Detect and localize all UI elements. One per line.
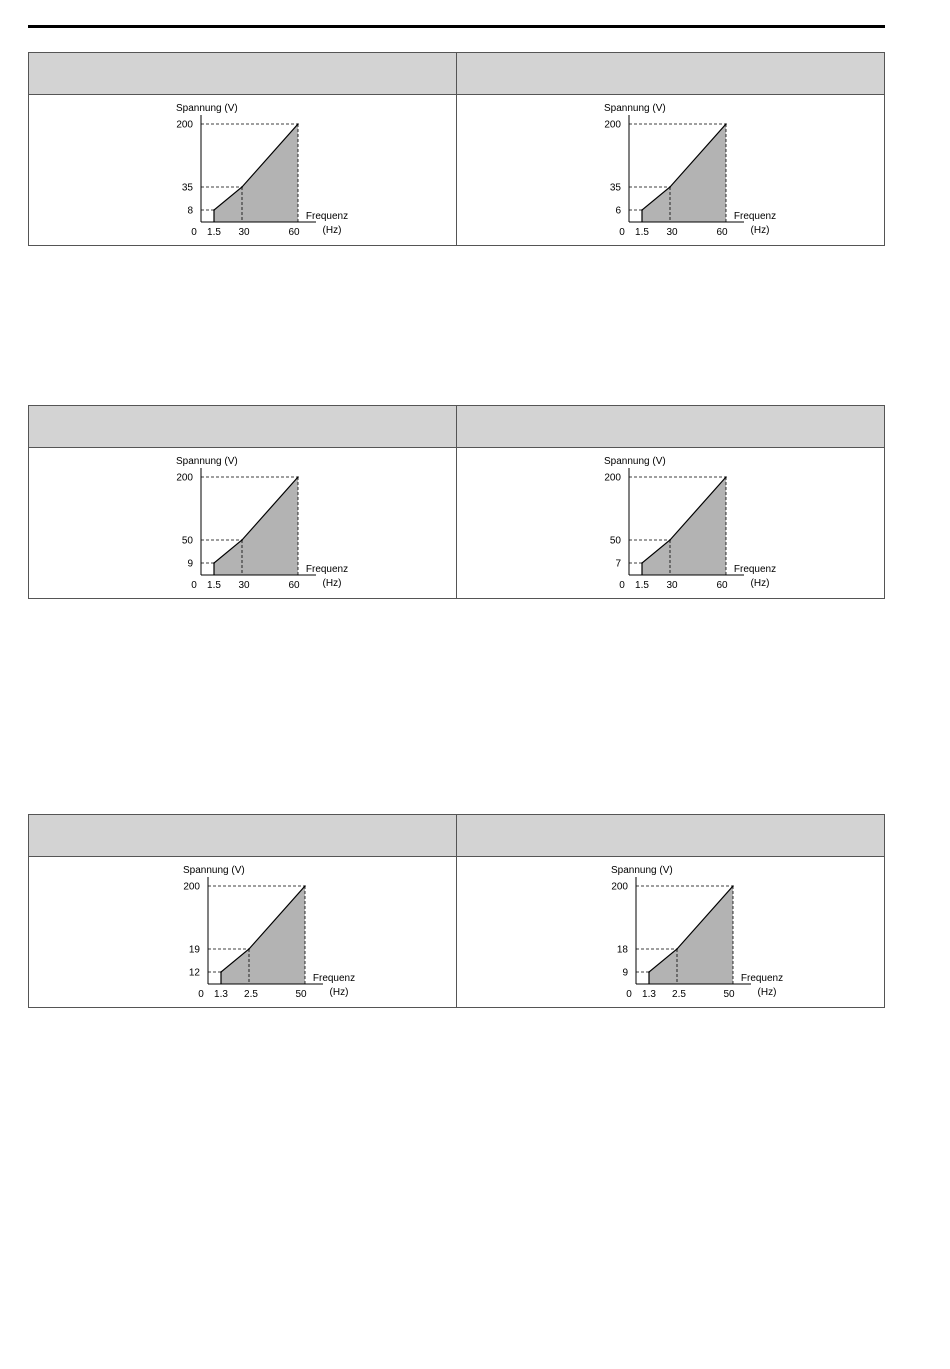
data-point: [676, 948, 678, 950]
y-tick-label: 200: [183, 881, 200, 893]
vf-table-3: [28, 814, 885, 1008]
x-tick-label: 0: [191, 227, 197, 238]
vf-table-1: [28, 52, 885, 246]
y-axis-label: Spannung (V): [176, 456, 238, 467]
table-3-header-right: [457, 815, 885, 857]
x-tick-label: 0: [198, 989, 204, 1000]
x-tick-label: 1.5: [635, 580, 649, 591]
x-tick-label: 30: [238, 580, 250, 591]
y-axis-label: Spannung (V): [604, 456, 666, 467]
y-tick-label: 9: [187, 558, 193, 570]
y-tick-label: 50: [609, 535, 621, 547]
data-point: [213, 562, 215, 564]
x-axis-label: Frequenz: [312, 973, 356, 984]
x-tick-label: 60: [288, 227, 300, 238]
y-tick-label: 200: [176, 472, 193, 484]
x-tick-label: 0: [191, 580, 197, 591]
table-1-header-right: [457, 53, 885, 95]
x-tick-label: 50: [723, 989, 735, 1000]
table-2-cell-left: [29, 448, 457, 599]
y-tick-label: 50: [181, 535, 193, 547]
x-tick-label: 0: [619, 227, 625, 238]
table-3-cell-left: [29, 857, 457, 1008]
x-tick-label: 0: [626, 989, 632, 1000]
data-point: [297, 476, 299, 478]
data-point: [669, 186, 671, 188]
y-tick-label: 35: [181, 182, 193, 194]
x-axis-label: Frequenz: [305, 211, 349, 222]
x-axis-label: Frequenz: [740, 973, 784, 984]
y-tick-label: 200: [611, 881, 628, 893]
data-point: [297, 123, 299, 125]
data-point: [220, 971, 222, 973]
data-point: [641, 562, 643, 564]
area-fill: [629, 124, 726, 222]
data-point: [732, 885, 734, 887]
y-tick-label: 200: [176, 119, 193, 131]
x-axis-unit-label: (Hz): [322, 578, 342, 589]
vf-chart: [134, 95, 349, 245]
y-tick-label: 18: [616, 944, 628, 956]
y-axis-label: Spannung (V): [183, 865, 245, 876]
x-tick-label: 1.5: [635, 227, 649, 238]
y-tick-label: 9: [622, 967, 628, 979]
x-axis-unit-label: (Hz): [329, 987, 349, 998]
vf-chart: [134, 448, 349, 598]
x-tick-label: 1.3: [642, 989, 656, 1000]
y-axis-label: Spannung (V): [611, 865, 673, 876]
data-point: [641, 209, 643, 211]
y-axis-label: Spannung (V): [176, 103, 238, 114]
y-tick-label: 6: [615, 205, 621, 217]
x-axis-label: Frequenz: [733, 211, 777, 222]
x-tick-label: 30: [666, 227, 678, 238]
x-tick-label: 50: [295, 989, 307, 1000]
y-tick-label: 7: [615, 558, 621, 570]
y-axis-label: Spannung (V): [604, 103, 666, 114]
data-point: [248, 948, 250, 950]
x-axis-unit-label: (Hz): [757, 987, 777, 998]
x-axis-unit-label: (Hz): [750, 578, 770, 589]
x-tick-label: 60: [716, 227, 728, 238]
x-axis-label: Frequenz: [733, 564, 777, 575]
table-2-header-right: [457, 406, 885, 448]
x-tick-label: 60: [716, 580, 728, 591]
data-point: [648, 971, 650, 973]
table-2-header-left: [29, 406, 457, 448]
data-point: [241, 539, 243, 541]
x-axis-label: Frequenz: [305, 564, 349, 575]
data-point: [725, 123, 727, 125]
area-fill: [636, 886, 733, 984]
data-point: [304, 885, 306, 887]
top-rule: [28, 25, 885, 28]
y-tick-label: 200: [604, 119, 621, 131]
x-tick-label: 2.5: [672, 989, 686, 1000]
table-1-header-left: [29, 53, 457, 95]
area-fill: [201, 477, 298, 575]
table-3-cell-right: [457, 857, 885, 1008]
x-tick-label: 1.3: [214, 989, 228, 1000]
x-tick-label: 1.5: [207, 580, 221, 591]
data-point: [725, 476, 727, 478]
x-tick-label: 30: [238, 227, 250, 238]
vf-chart: [562, 448, 777, 598]
area-fill: [629, 477, 726, 575]
vf-chart: [141, 857, 356, 1007]
x-tick-label: 2.5: [244, 989, 258, 1000]
x-tick-label: 30: [666, 580, 678, 591]
data-point: [241, 186, 243, 188]
x-tick-label: 1.5: [207, 227, 221, 238]
area-fill: [208, 886, 305, 984]
x-tick-label: 0: [619, 580, 625, 591]
table-3-header-left: [29, 815, 457, 857]
vf-chart: [562, 95, 777, 245]
y-tick-label: 200: [604, 472, 621, 484]
area-fill: [201, 124, 298, 222]
y-tick-label: 12: [188, 967, 200, 979]
y-tick-label: 8: [187, 205, 193, 217]
y-tick-label: 35: [609, 182, 621, 194]
data-point: [213, 209, 215, 211]
vf-table-2: [28, 405, 885, 599]
x-tick-label: 60: [288, 580, 300, 591]
data-point: [669, 539, 671, 541]
y-tick-label: 19: [188, 944, 200, 956]
x-axis-unit-label: (Hz): [750, 225, 770, 236]
table-1-cell-left: [29, 95, 457, 246]
table-2-cell-right: [457, 448, 885, 599]
table-1-cell-right: [457, 95, 885, 246]
vf-chart: [569, 857, 784, 1007]
x-axis-unit-label: (Hz): [322, 225, 342, 236]
